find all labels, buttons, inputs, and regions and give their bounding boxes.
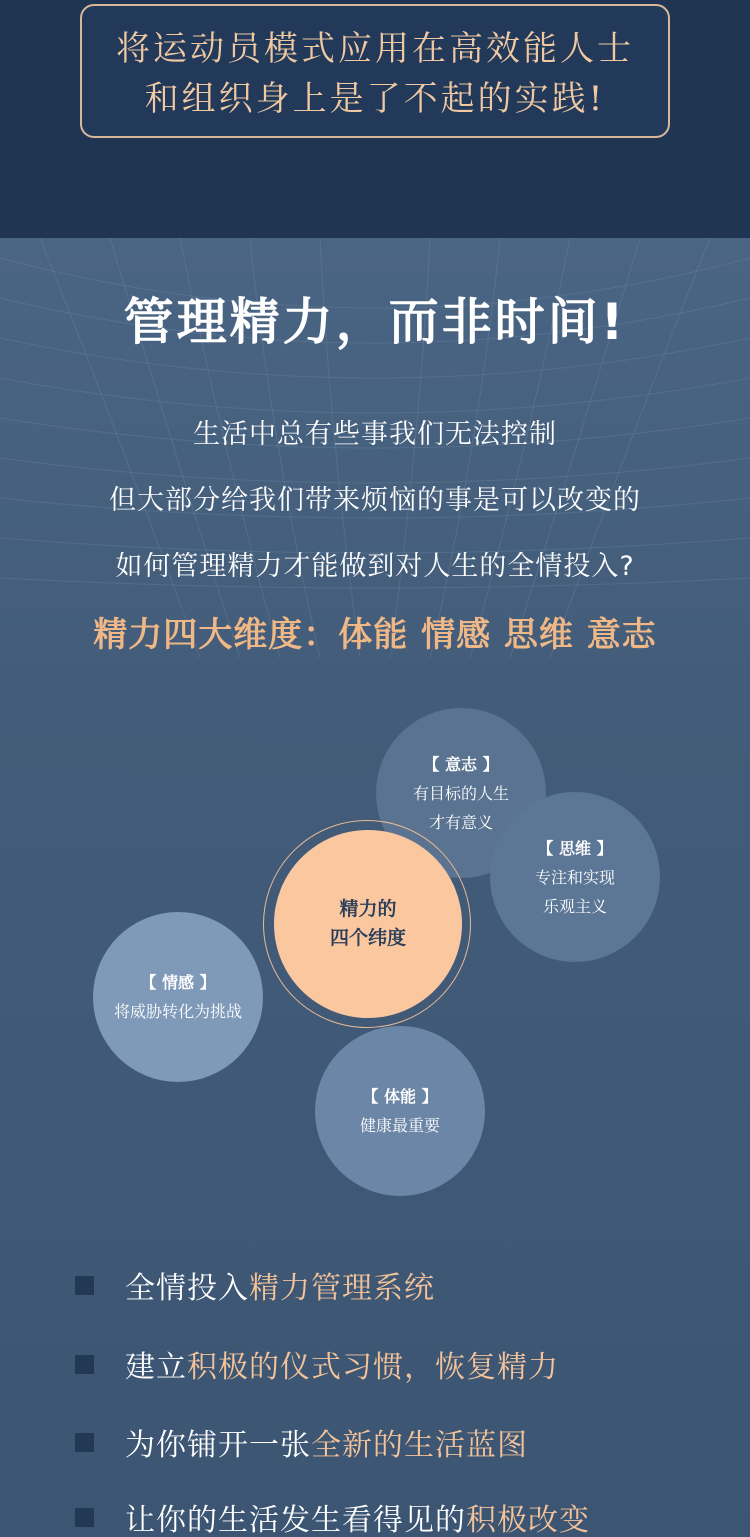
emotion-text-1: 将威胁转化为挑战	[113, 1002, 242, 1021]
emotion-tag: 【 情感 】	[140, 973, 216, 992]
quote-line-1: 将运动员模式应用在高效能人士	[116, 29, 634, 69]
list-item-highlight: 积极改变	[466, 1503, 590, 1537]
center-text-1: 精力的	[339, 898, 397, 920]
paragraph-line-1: 生活中总有些事我们无法控制	[193, 419, 557, 450]
quote-line-2: 和组织身上是了不起的实践!	[144, 79, 606, 119]
bullet-square-icon	[75, 1508, 94, 1527]
list-item-highlight: 精力管理系统	[249, 1271, 435, 1306]
emotion-circle	[93, 912, 263, 1082]
list-item-highlight: 积极的仪式习惯，恢复精力	[187, 1350, 559, 1385]
list-item-plain: 建立	[125, 1350, 187, 1385]
list-item	[75, 1344, 559, 1384]
body-circle	[315, 1026, 485, 1196]
paragraph-line-3: 如何管理精力才能做到对人生的全情投入?	[115, 551, 635, 582]
bullet-square-icon	[75, 1355, 94, 1374]
center-circle	[274, 830, 462, 1018]
bullet-square-icon	[75, 1276, 94, 1295]
will-text-1: 有目标的人生	[412, 783, 509, 803]
body-tag: 【 体能 】	[362, 1087, 438, 1106]
will-text-2: 才有意义	[428, 812, 493, 832]
thinking-tag: 【 思维 】	[537, 838, 613, 858]
list-item-plain: 让你的生活发生看得见的	[125, 1503, 466, 1537]
quote-box	[80, 4, 670, 138]
thinking-circle	[490, 792, 660, 962]
center-text-2: 四个纬度	[329, 927, 406, 949]
headline: 管理精力，而非时间!	[123, 293, 627, 351]
bullet-square-icon	[75, 1433, 94, 1452]
list-item	[75, 1497, 590, 1537]
energy-dimensions-line: 精力四大维度：体能 情感 思维 意志	[93, 615, 657, 655]
list-item-plain: 为你铺开一张	[125, 1428, 311, 1463]
paragraph-line-2: 但大部分给我们带来烦恼的事是可以改变的	[109, 485, 641, 516]
thinking-text-2: 乐观主义	[542, 896, 607, 916]
body-text-1: 健康最重要	[359, 1116, 440, 1135]
thinking-text-1: 专注和实现	[534, 867, 615, 887]
will-tag: 【 意志 】	[423, 754, 499, 774]
list-item	[75, 1265, 435, 1305]
list-item-highlight: 全新的生活蓝图	[311, 1428, 528, 1463]
list-item-plain: 全情投入	[125, 1271, 249, 1306]
list-item	[75, 1422, 528, 1462]
